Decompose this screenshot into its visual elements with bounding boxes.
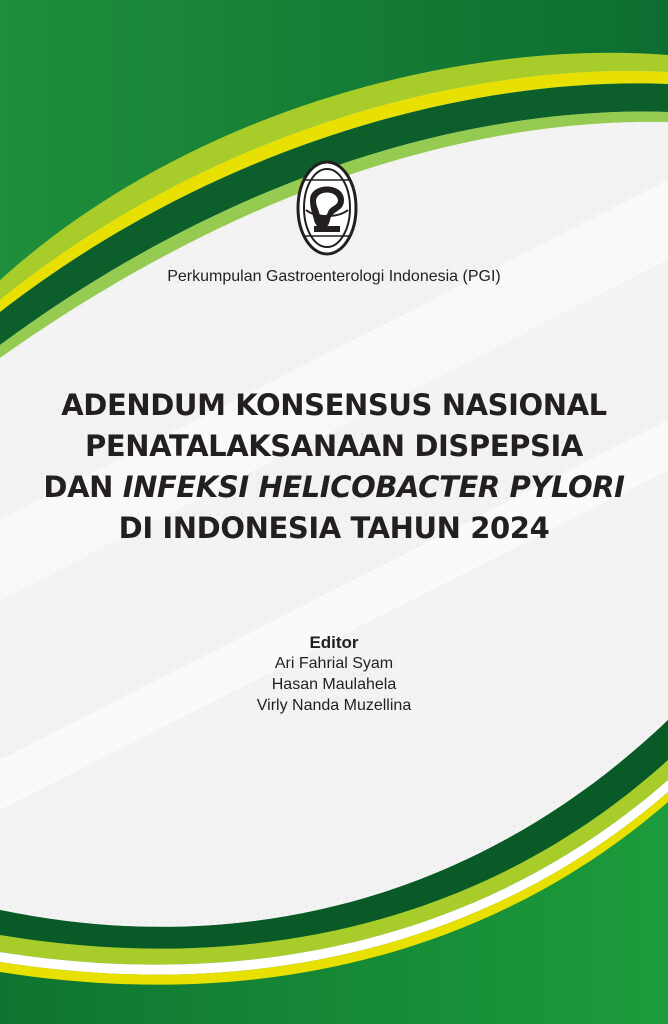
title-line-3-prefix: DAN — [43, 470, 123, 504]
title-line-4: DI INDONESIA TAHUN 2024 — [118, 511, 550, 545]
title-line-1: ADENDUM KONSENSUS NASIONAL — [61, 388, 607, 422]
pgi-emblem-icon — [296, 160, 358, 256]
editor-name: Virly Nanda Muzellina — [256, 697, 412, 714]
editor-name: Hasan Maulahela — [271, 676, 397, 693]
book-title — [0, 385, 668, 549]
editor-label: Editor — [309, 633, 359, 652]
organization-name: Perkumpulan Gastroenterologi Indonesia (PGI) — [167, 268, 501, 285]
title-line-2: PENATALAKSANAAN DISPEPSIA — [85, 429, 583, 463]
title-line-3-italic: INFEKSI HELICOBACTER PYLORI — [122, 470, 625, 504]
title-line-3 — [0, 467, 668, 508]
editor-block — [0, 632, 668, 716]
editor-name: Ari Fahrial Syam — [274, 655, 394, 672]
